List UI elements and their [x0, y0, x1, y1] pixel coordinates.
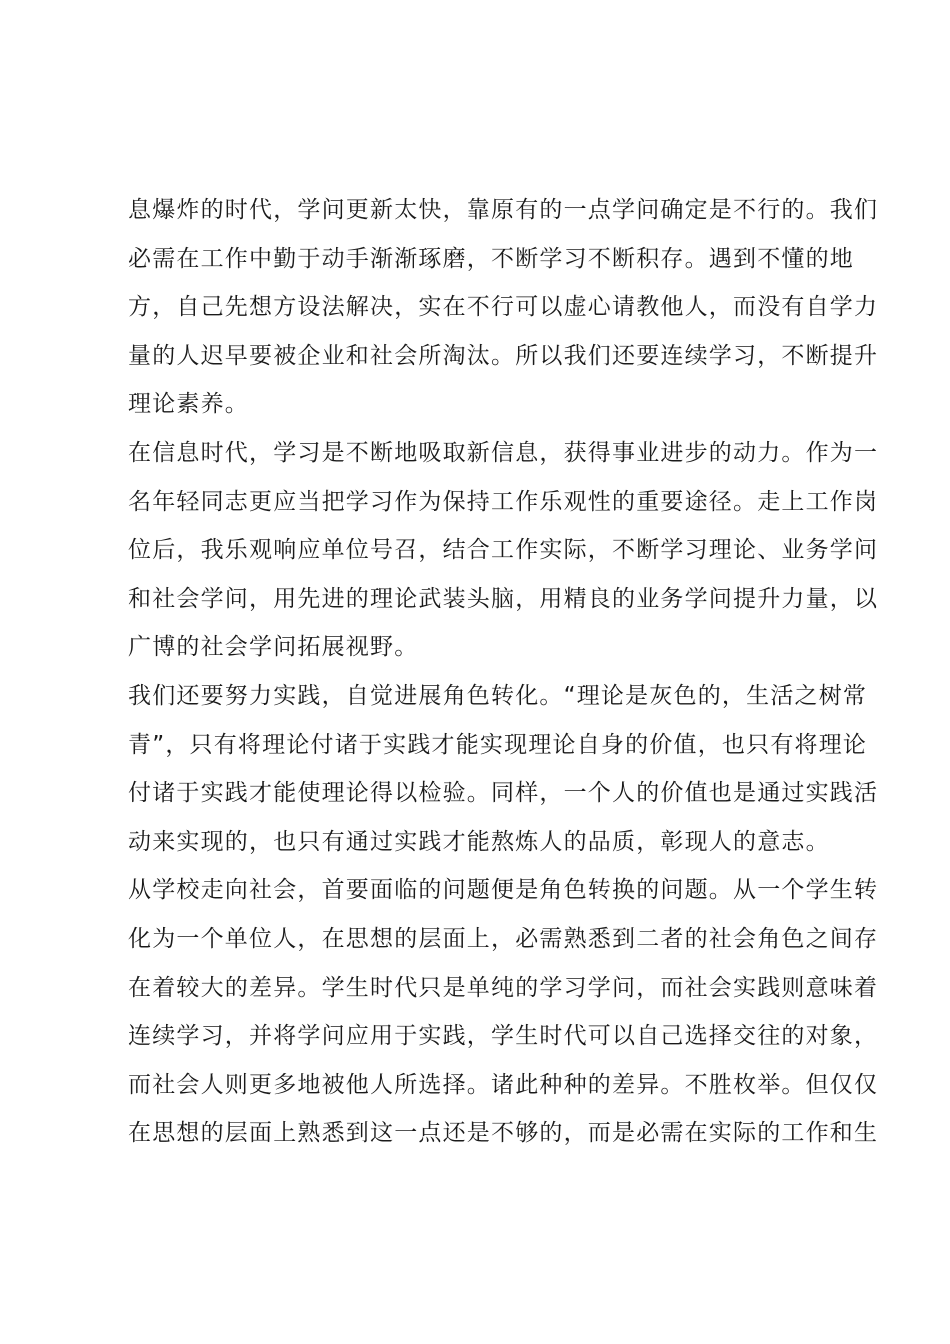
text-line: 在思想的层面上熟悉到这一点还是不够的，而是必需在实际的工作和生: [128, 1120, 879, 1147]
text-line: 量的人迟早要被企业和社会所淘汰。所以我们还要连续学习，不断提升: [128, 342, 879, 369]
text-line: 而社会人则更多地被他人所选择。诸此种种的差异。不胜枚举。但仅仅: [128, 1071, 879, 1098]
text-line: 广博的社会学问拓展视野。: [128, 634, 419, 661]
text-line: 息爆炸的时代，学问更新太快，靠原有的一点学问确定是不行的。我们: [128, 197, 879, 223]
text-line: 从学校走向社会，首要面临的问题便是角色转换的问题。从一个学生转: [128, 877, 879, 904]
text-line: 理论素养。: [128, 391, 249, 418]
paragraph-3: [128, 672, 879, 866]
text-line: 动来实现的，也只有通过实践才能熬炼人的品质，彰现人的意志。: [128, 828, 830, 855]
document-body: [128, 186, 879, 1158]
paragraph-2: [128, 429, 879, 672]
text-line: 名年轻同志更应当把学习作为保持工作乐观性的重要途径。走上工作岗: [128, 488, 879, 515]
paragraph-4: [128, 866, 879, 1158]
text-line: 连续学习，并将学问应用于实践，学生时代可以自己选择交往的对象，: [128, 1023, 879, 1050]
text-line: 必需在工作中勤于动手渐渐琢磨，不断学习不断积存。遇到不懂的地: [128, 245, 854, 272]
text-line: 和社会学问，用先进的理论武装头脑，用精良的业务学问提升力量，以: [128, 585, 879, 612]
text-line: 付诸于实践才能使理论得以检验。同样，一个人的价值也是通过实践活: [128, 780, 879, 807]
text-line: 方，自己先想方设法解决，实在不行可以虚心请教他人，而没有自学力: [128, 294, 879, 321]
text-line: 化为一个单位人，在思想的层面上，必需熟悉到二者的社会角色之间存: [128, 925, 879, 952]
paragraph-1: [128, 186, 879, 429]
text-line: 我们还要努力实践，自觉进展角色转化。“理论是灰色的，生活之树常: [128, 682, 868, 709]
text-line: 位后，我乐观响应单位号召，结合工作实际，不断学习理论、业务学问: [128, 537, 879, 564]
text-line: 青”，只有将理论付诸于实践才能实现理论自身的价值，也只有将理论: [128, 731, 868, 758]
text-line: 在信息时代，学习是不断地吸取新信息，获得事业进步的动力。作为一: [128, 439, 879, 466]
text-line: 在着较大的差异。学生时代只是单纯的学习学问，而社会实践则意味着: [128, 974, 879, 1001]
